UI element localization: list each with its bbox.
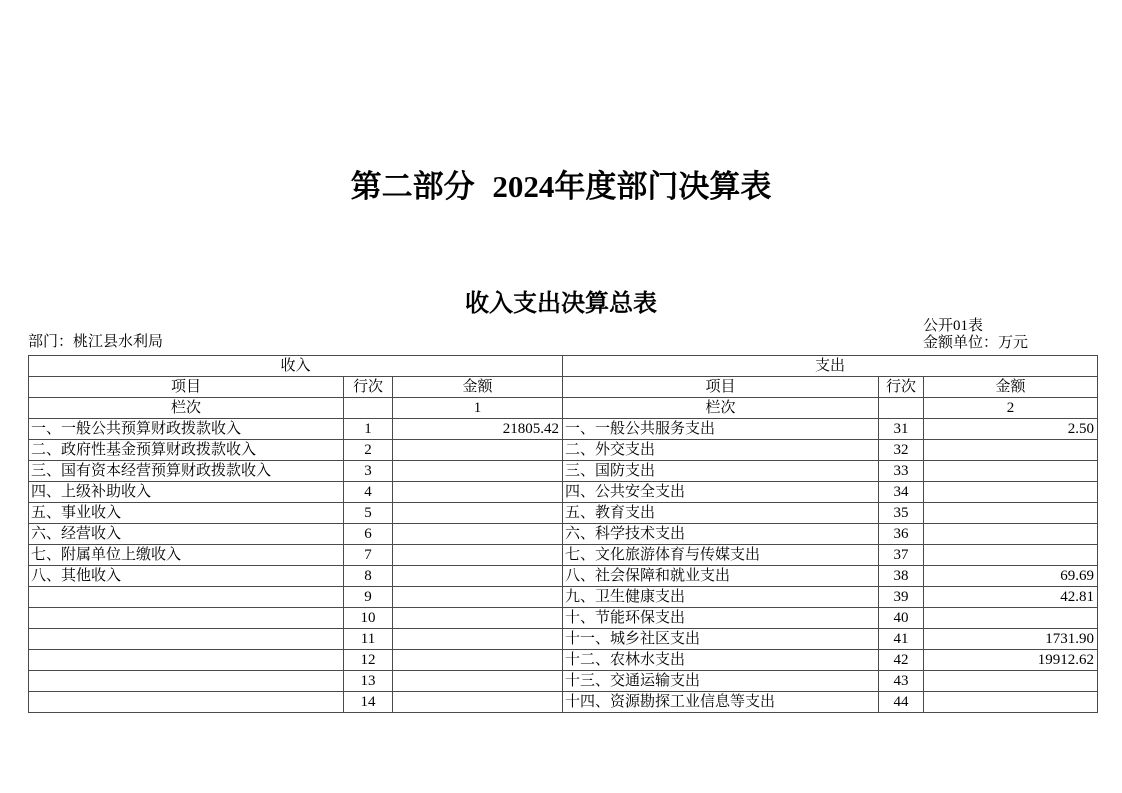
income-item-header: 项目 bbox=[29, 377, 344, 398]
expense-item-cell: 二、外交支出 bbox=[563, 440, 879, 461]
table-row bbox=[29, 692, 1098, 713]
income-rowno-cell: 1 bbox=[344, 419, 393, 440]
income-rowno-cell: 6 bbox=[344, 524, 393, 545]
expense-rowno-cell: 44 bbox=[879, 692, 924, 713]
income-column-index-blank bbox=[344, 398, 393, 419]
income-rowno-cell: 12 bbox=[344, 650, 393, 671]
income-item-cell bbox=[29, 587, 344, 608]
income-rowno-cell: 13 bbox=[344, 671, 393, 692]
expense-amount-cell bbox=[924, 461, 1098, 482]
income-amount-cell bbox=[393, 587, 563, 608]
table-row bbox=[29, 482, 1098, 503]
expense-item-cell: 四、公共安全支出 bbox=[563, 482, 879, 503]
expense-rowno-cell: 36 bbox=[879, 524, 924, 545]
income-column-index-label: 栏次 bbox=[29, 398, 344, 419]
table-code-label: 公开01表 bbox=[923, 318, 984, 334]
income-rowno-cell: 11 bbox=[344, 629, 393, 650]
expense-item-cell: 十四、资源勘探工业信息等支出 bbox=[563, 692, 879, 713]
expense-column-index-blank bbox=[879, 398, 924, 419]
expense-item-cell: 六、科学技术支出 bbox=[563, 524, 879, 545]
income-item-cell: 七、附属单位上缴收入 bbox=[29, 545, 344, 566]
table-row bbox=[29, 608, 1098, 629]
income-item-cell bbox=[29, 671, 344, 692]
table-row bbox=[29, 629, 1098, 650]
income-amount-cell bbox=[393, 650, 563, 671]
expense-column-number: 2 bbox=[924, 398, 1098, 419]
expense-item-cell: 九、卫生健康支出 bbox=[563, 587, 879, 608]
expense-rowno-cell: 34 bbox=[879, 482, 924, 503]
table-body bbox=[29, 419, 1098, 713]
table-row bbox=[29, 419, 1098, 440]
income-rowno-cell: 2 bbox=[344, 440, 393, 461]
income-rowno-header: 行次 bbox=[344, 377, 393, 398]
expense-amount-cell: 19912.62 bbox=[924, 650, 1098, 671]
income-rowno-cell: 7 bbox=[344, 545, 393, 566]
column-header-row bbox=[29, 377, 1098, 398]
expense-rowno-cell: 38 bbox=[879, 566, 924, 587]
expense-item-cell: 十三、交通运输支出 bbox=[563, 671, 879, 692]
income-amount-cell bbox=[393, 671, 563, 692]
page-title: 第二部分 2024年度部门决算表 bbox=[350, 169, 772, 204]
expense-rowno-cell: 37 bbox=[879, 545, 924, 566]
expense-amount-cell bbox=[924, 608, 1098, 629]
income-item-cell bbox=[29, 692, 344, 713]
expense-rowno-cell: 39 bbox=[879, 587, 924, 608]
income-amount-cell bbox=[393, 692, 563, 713]
income-amount-cell bbox=[393, 608, 563, 629]
income-amount-cell bbox=[393, 503, 563, 524]
expense-section-header: 支出 bbox=[563, 356, 1098, 377]
expense-item-cell: 十二、农林水支出 bbox=[563, 650, 879, 671]
column-index-row bbox=[29, 398, 1098, 419]
expense-rowno-cell: 35 bbox=[879, 503, 924, 524]
expense-amount-cell: 69.69 bbox=[924, 566, 1098, 587]
income-item-cell: 二、政府性基金预算财政拨款收入 bbox=[29, 440, 344, 461]
expense-item-cell: 八、社会保障和就业支出 bbox=[563, 566, 879, 587]
expense-amount-cell bbox=[924, 524, 1098, 545]
income-item-cell: 五、事业收入 bbox=[29, 503, 344, 524]
expense-amount-cell: 1731.90 bbox=[924, 629, 1098, 650]
expense-column-index-label: 栏次 bbox=[563, 398, 879, 419]
expense-rowno-cell: 41 bbox=[879, 629, 924, 650]
income-amount-cell bbox=[393, 545, 563, 566]
expense-amount-cell bbox=[924, 671, 1098, 692]
expense-item-cell: 五、教育支出 bbox=[563, 503, 879, 524]
table-row bbox=[29, 461, 1098, 482]
expense-amount-cell bbox=[924, 440, 1098, 461]
expense-amount-cell bbox=[924, 545, 1098, 566]
unit-label: 金额单位：万元 bbox=[923, 335, 1029, 351]
expense-rowno-cell: 31 bbox=[879, 419, 924, 440]
expense-item-cell: 十一、城乡社区支出 bbox=[563, 629, 879, 650]
income-expense-summary-table bbox=[28, 355, 1098, 713]
income-section-header: 收入 bbox=[29, 356, 563, 377]
income-item-cell: 三、国有资本经营预算财政拨款收入 bbox=[29, 461, 344, 482]
income-item-cell bbox=[29, 629, 344, 650]
expense-item-cell: 七、文化旅游体育与传媒支出 bbox=[563, 545, 879, 566]
income-rowno-cell: 9 bbox=[344, 587, 393, 608]
income-rowno-cell: 5 bbox=[344, 503, 393, 524]
table-row bbox=[29, 503, 1098, 524]
income-rowno-cell: 8 bbox=[344, 566, 393, 587]
expense-amount-cell bbox=[924, 692, 1098, 713]
income-rowno-cell: 10 bbox=[344, 608, 393, 629]
income-rowno-cell: 4 bbox=[344, 482, 393, 503]
income-amount-cell bbox=[393, 524, 563, 545]
expense-rowno-cell: 43 bbox=[879, 671, 924, 692]
income-column-number: 1 bbox=[393, 398, 563, 419]
table-row bbox=[29, 566, 1098, 587]
table-row bbox=[29, 671, 1098, 692]
table-row bbox=[29, 524, 1098, 545]
table-row bbox=[29, 440, 1098, 461]
table-row bbox=[29, 587, 1098, 608]
income-rowno-cell: 14 bbox=[344, 692, 393, 713]
expense-amount-cell bbox=[924, 482, 1098, 503]
expense-amount-cell: 42.81 bbox=[924, 587, 1098, 608]
expense-item-header: 项目 bbox=[563, 377, 879, 398]
expense-rowno-header: 行次 bbox=[879, 377, 924, 398]
expense-rowno-cell: 42 bbox=[879, 650, 924, 671]
income-amount-cell: 21805.42 bbox=[393, 419, 563, 440]
income-amount-header: 金额 bbox=[393, 377, 563, 398]
page-subtitle: 收入支出决算总表 bbox=[465, 291, 657, 317]
income-amount-cell bbox=[393, 629, 563, 650]
expense-item-cell: 三、国防支出 bbox=[563, 461, 879, 482]
income-item-cell: 八、其他收入 bbox=[29, 566, 344, 587]
table-row bbox=[29, 650, 1098, 671]
table-row bbox=[29, 545, 1098, 566]
expense-item-cell: 一、一般公共服务支出 bbox=[563, 419, 879, 440]
income-amount-cell bbox=[393, 482, 563, 503]
income-item-cell bbox=[29, 650, 344, 671]
expense-amount-cell bbox=[924, 503, 1098, 524]
income-item-cell: 六、经营收入 bbox=[29, 524, 344, 545]
expense-rowno-cell: 33 bbox=[879, 461, 924, 482]
income-rowno-cell: 3 bbox=[344, 461, 393, 482]
expense-item-cell: 十、节能环保支出 bbox=[563, 608, 879, 629]
income-item-cell: 一、一般公共预算财政拨款收入 bbox=[29, 419, 344, 440]
income-amount-cell bbox=[393, 566, 563, 587]
expense-rowno-cell: 32 bbox=[879, 440, 924, 461]
income-amount-cell bbox=[393, 461, 563, 482]
department-label: 部门：桃江县水利局 bbox=[28, 334, 164, 350]
income-item-cell bbox=[29, 608, 344, 629]
expense-amount-header: 金额 bbox=[924, 377, 1098, 398]
expense-rowno-cell: 40 bbox=[879, 608, 924, 629]
expense-amount-cell: 2.50 bbox=[924, 419, 1098, 440]
income-amount-cell bbox=[393, 440, 563, 461]
income-item-cell: 四、上级补助收入 bbox=[29, 482, 344, 503]
section-header-row bbox=[29, 356, 1098, 377]
